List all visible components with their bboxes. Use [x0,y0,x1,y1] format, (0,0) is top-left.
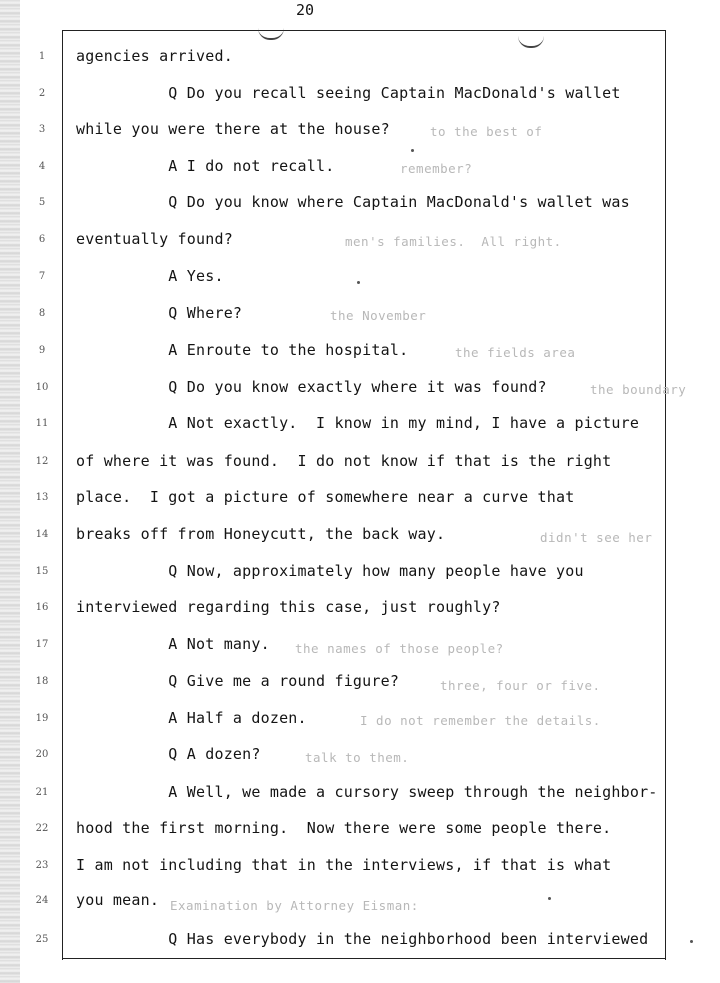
line-number: 4 [38,161,46,172]
bleed-through-text: Examination by Attorney Eisman: [170,898,419,913]
line-number: 9 [38,345,46,356]
line-number: 6 [38,234,46,245]
scan-speck [357,281,360,284]
transcript-line: I am not including that in the interviews, if that is what [76,856,612,874]
page-number: 20 [295,1,315,19]
transcript-line: of where it was found. I do not know if that is the right [76,452,612,470]
transcript-line: Q Give me a round figure? [76,672,400,690]
bleed-through-text: the boundary [590,382,687,397]
bleed-through-text: remember? [400,161,473,176]
transcript-line: A Not many. [76,635,270,653]
line-number: 8 [38,308,46,319]
transcript-line: Q Do you know exactly where it was found? [76,378,547,396]
transcript-line: A Yes. [76,267,224,285]
line-number: 15 [35,566,49,577]
transcript-line: Q Has everybody in the neighborhood been interviewed [76,930,649,948]
scanned-page-edge [0,0,20,983]
transcript-line: you mean. [76,891,160,909]
transcript-frame-bottom [62,958,665,959]
transcript-line: place. I got a picture of somewhere near a curve that [76,488,575,506]
line-number: 12 [35,456,49,467]
line-number: 14 [35,529,49,540]
line-number: 13 [35,492,49,503]
transcript-line: breaks off from Honeycutt, the back way. [76,525,446,543]
bleed-through-text: three, four or five. [440,678,601,693]
line-number: 7 [38,271,46,282]
line-number: 2 [38,88,46,99]
line-number: 23 [35,860,49,871]
line-number: 3 [38,124,46,135]
line-number: 11 [35,418,49,429]
transcript-line: A Enroute to the hospital. [76,341,409,359]
transcript-frame-left [62,30,63,960]
scan-speck [690,940,693,943]
line-number: 20 [35,749,49,760]
bleed-through-text: to the best of [430,124,543,139]
line-number: 5 [38,197,46,208]
transcript-line: interviewed regarding this case, just roughly? [76,598,501,616]
transcript-line: A Well, we made a cursory sweep through the neighbor- [76,783,658,801]
transcript-line: Q A dozen? [76,745,261,763]
bleed-through-text: talk to them. [305,750,410,765]
line-number: 17 [35,639,49,650]
transcript-line: agencies arrived. [76,47,233,65]
line-number: 1 [38,51,46,62]
bleed-through-text: didn't see her [540,530,653,545]
transcript-line: Q Do you know where Captain MacDonald's wallet was [76,193,630,211]
line-number: 19 [35,713,49,724]
line-number: 25 [35,934,49,945]
transcript-frame-top [62,30,665,31]
bleed-through-text: the November [330,308,427,323]
scan-speck [411,149,414,152]
transcript-line: hood the first morning. Now there were some people there. [76,819,612,837]
bleed-through-text: men's families. All right. [345,234,562,249]
scan-speck [548,897,551,900]
transcript-line: Q Do you recall seeing Captain MacDonald's wallet [76,84,621,102]
transcript-line: A I do not recall. [76,157,335,175]
transcript-line: A Half a dozen. [76,709,307,727]
bleed-through-text: the names of those people? [295,641,504,656]
line-number: 18 [35,676,49,687]
transcript-line: A Not exactly. I know in my mind, I have a picture [76,414,640,432]
line-number: 10 [35,382,49,393]
line-number: 24 [35,895,49,906]
line-number: 22 [35,823,49,834]
bleed-through-text: I do not remember the details. [360,713,601,728]
transcript-line: Q Now, approximately how many people have you [76,562,584,580]
line-number: 16 [35,602,49,613]
transcript-line: eventually found? [76,230,233,248]
transcript-line: while you were there at the house? [76,120,390,138]
bleed-through-text: the fields area [455,345,576,360]
binder-hole-mark-left [258,28,284,40]
transcript-line: Q Where? [76,304,243,322]
line-number: 21 [35,787,49,798]
